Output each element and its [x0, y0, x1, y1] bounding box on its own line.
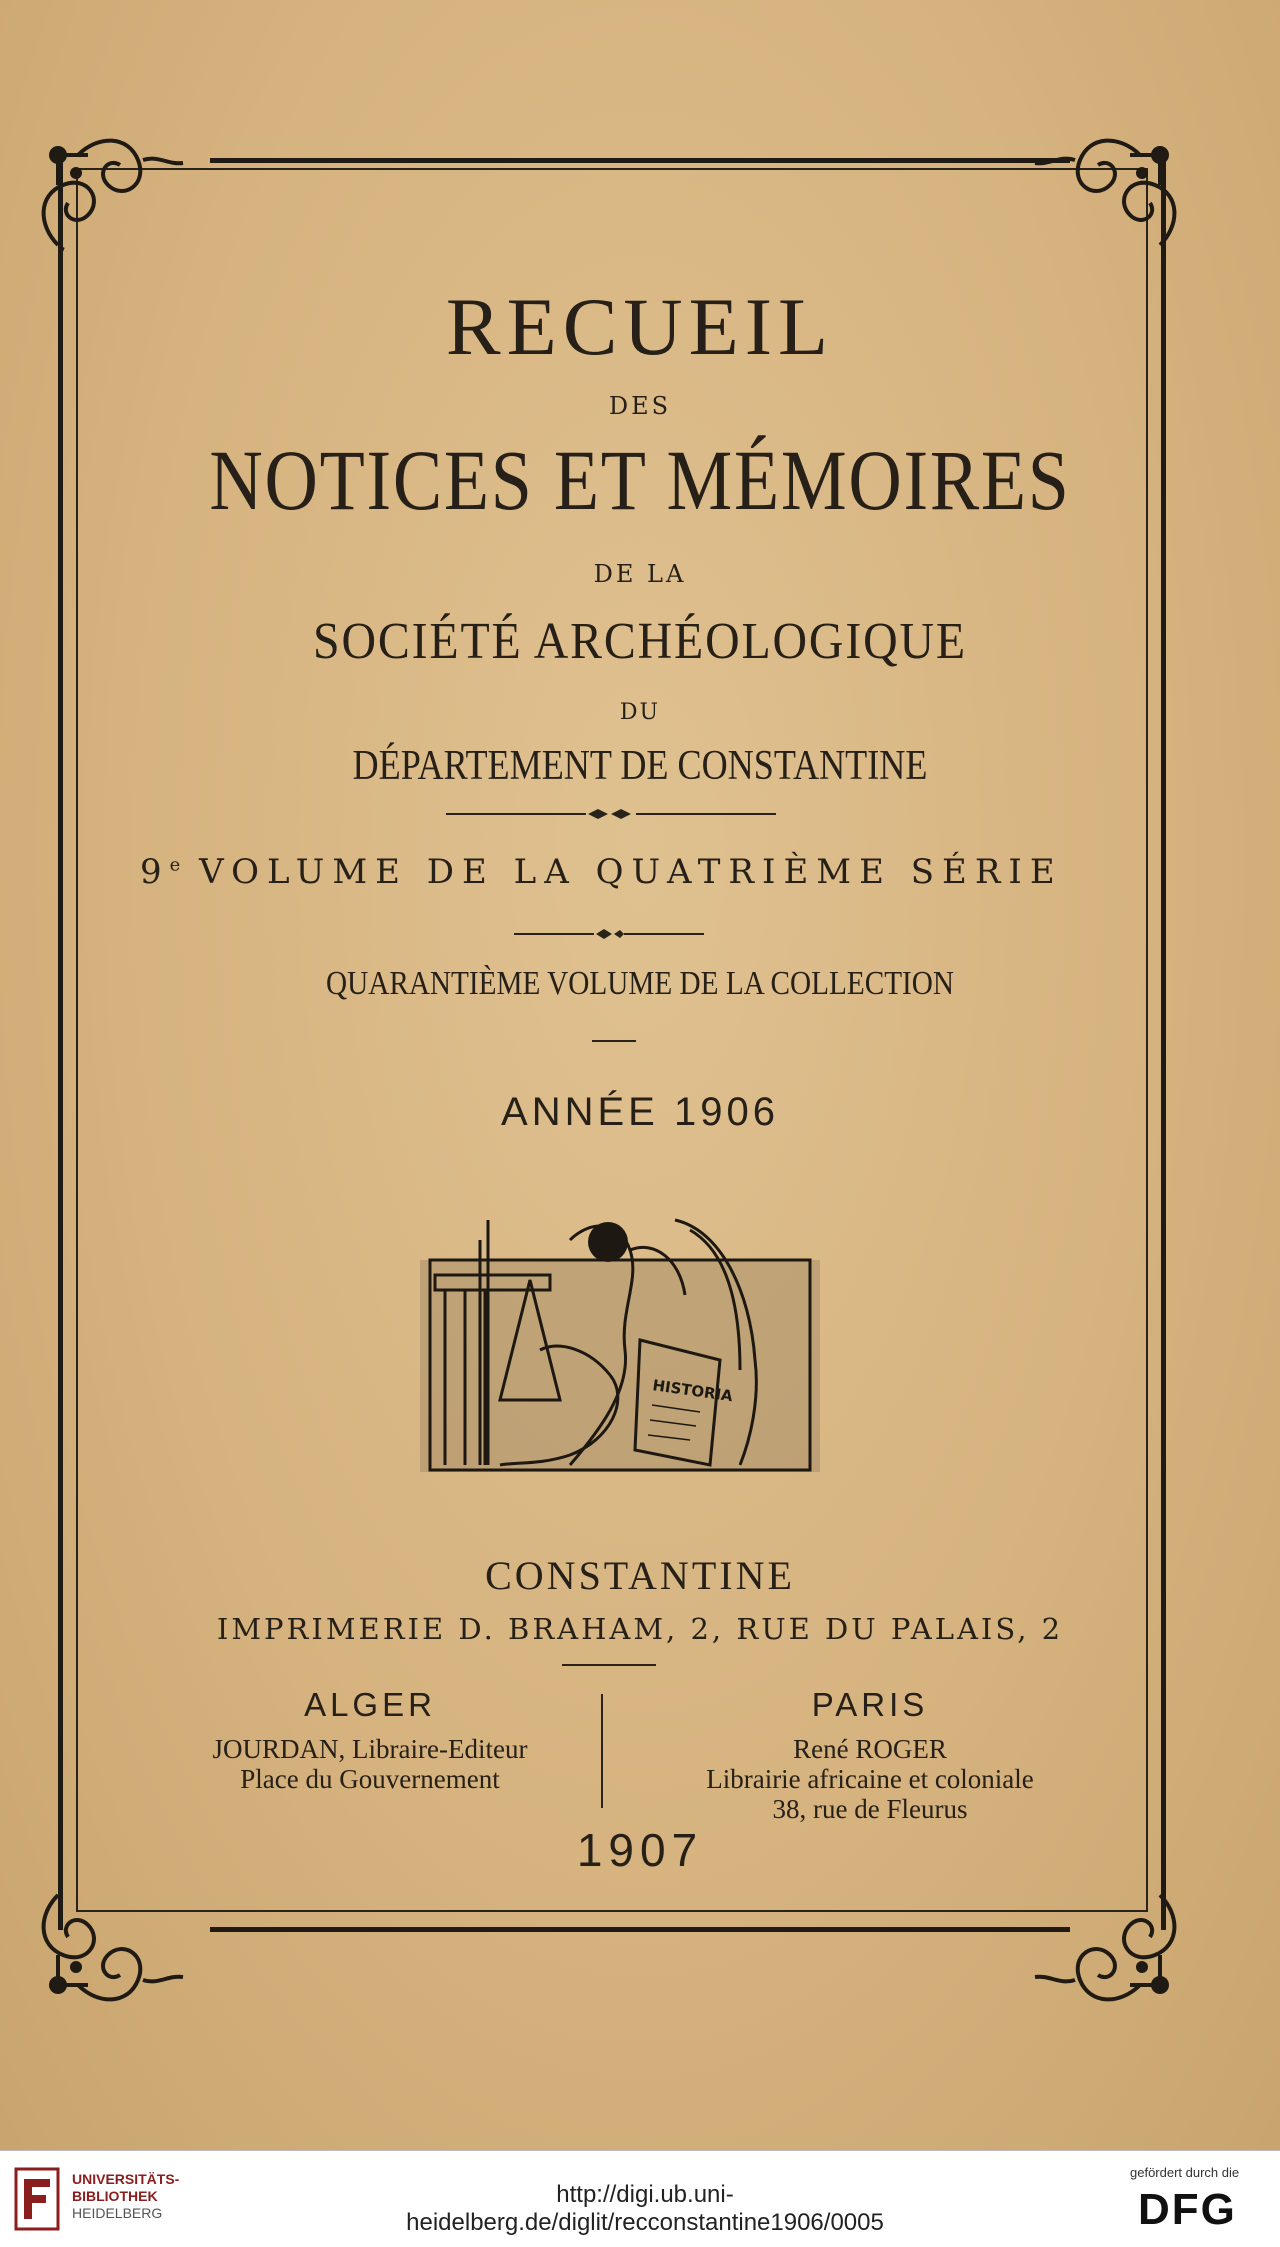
corner-ornament-icon: [18, 1875, 188, 2025]
title-recueil: RECUEIL: [445, 281, 835, 372]
word-de-la: DE LA: [593, 560, 687, 588]
funding-note: gefördert durch die: [1130, 2165, 1240, 2180]
corner-ornament-icon: [1030, 1875, 1200, 2025]
top-rule: [210, 158, 1070, 163]
column-separator: [601, 1694, 603, 1808]
city-constantine: CONSTANTINE: [485, 1553, 795, 1598]
publisher-paris: [630, 1686, 1110, 1824]
paris-publisher: René ROGER: [793, 1734, 947, 1764]
paris-description: Librairie africaine et coloniale: [706, 1764, 1034, 1794]
collection-line: QUARANTIÈME VOLUME DE LA COLLECTION: [325, 965, 955, 1002]
short-rule: [562, 1664, 656, 1666]
annee-line: ANNÉE 1906: [501, 1090, 779, 1134]
bottom-rule: [210, 1927, 1070, 1932]
volume-number: 9: [140, 852, 170, 892]
paris-city: PARIS: [811, 1686, 929, 1723]
alger-publisher: JOURDAN, Libraire-Editeur: [212, 1734, 528, 1764]
word-du: DU: [619, 700, 661, 725]
library-name-line1: UNIVERSITÄTS-: [72, 2171, 180, 2187]
library-logo-icon[interactable]: [14, 2167, 60, 2231]
title-societe: SOCIÉTÉ ARCHÉOLOGIQUE: [313, 613, 967, 670]
library-name[interactable]: [72, 2171, 179, 2222]
imprimerie-line: IMPRIMERIE D. BRAHAM, 2, RUE DU PALAIS, 2: [216, 1612, 1064, 1646]
library-name-line3: HEIDELBERG: [72, 2205, 163, 2221]
title-notices: NOTICES ET MÉMOIRES: [209, 432, 1071, 528]
corner-ornament-icon: [18, 115, 188, 265]
short-rule: [592, 1040, 636, 1042]
volume-superscript: e: [169, 854, 181, 876]
word-des: DES: [608, 392, 672, 420]
historia-emblem-illustration: [420, 1200, 820, 1472]
dfg-logo[interactable]: DFG: [1138, 2185, 1237, 2234]
alger-address: Place du Gouvernement: [240, 1764, 500, 1794]
paris-address: 38, rue de Fleurus: [772, 1794, 968, 1824]
publisher-alger: [130, 1686, 610, 1794]
ornamental-divider-icon: [514, 926, 704, 942]
permalink-url[interactable]: http://digi.ub.uni-heidelberg.de/diglit/recconstantine1906/0005: [406, 2181, 884, 2236]
volume-line: [120, 852, 1180, 892]
emblem-label: HISTORIA: [651, 1376, 734, 1406]
corner-ornament-icon: [1030, 115, 1200, 265]
digitization-footer: [0, 2150, 1280, 2247]
alger-city: ALGER: [304, 1686, 436, 1723]
volume-text: VOLUME DE LA QUATRIÈME SÉRIE: [199, 852, 1063, 892]
publication-year: 1907: [576, 1824, 704, 1876]
ornamental-divider-icon: [446, 806, 776, 822]
title-departement: DÉPARTEMENT DE CONSTANTINE: [352, 743, 928, 789]
library-name-line2: BIBLIOTHEK: [72, 2188, 158, 2204]
